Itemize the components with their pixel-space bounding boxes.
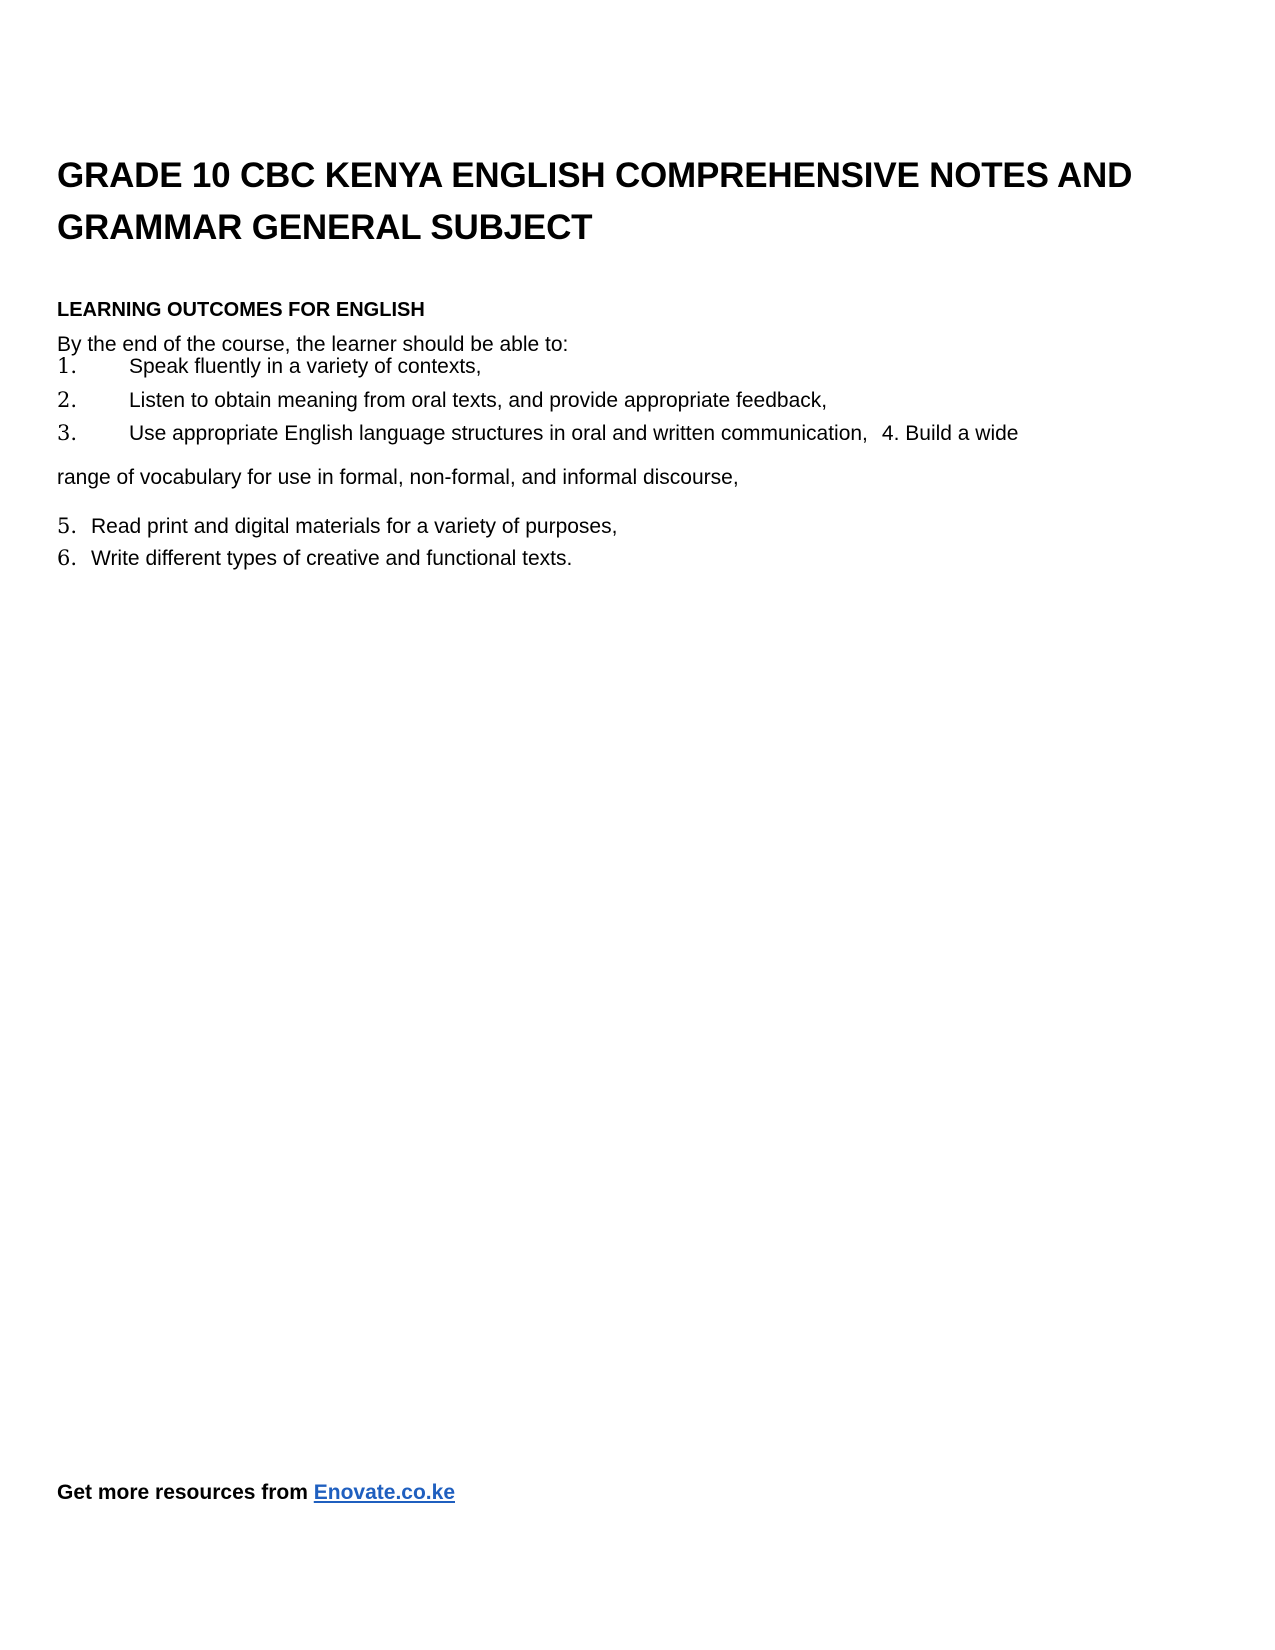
title-line-2: GRAMMAR GENERAL SUBJECT (57, 208, 593, 247)
outcome-text: Write different types of creative and functional texts. (91, 547, 573, 570)
outcome-item-6 (57, 546, 572, 571)
enovate-link[interactable]: Enovate.co.ke (313, 1481, 455, 1504)
outcome-text: Use appropriate English language structures in oral and written communication, (129, 422, 868, 445)
outcome-number: 3. (57, 421, 78, 445)
outcome-number: 5. (57, 514, 78, 538)
outcome-number: 6. (57, 546, 78, 570)
footer-text: Get more resources from (57, 1481, 314, 1504)
intro-text: By the end of the course, the learner should be able to: (57, 333, 569, 356)
outcome-number: 2. (57, 388, 78, 412)
outcome-text: Listen to obtain meaning from oral texts, and provide appropriate feedback, (129, 389, 828, 412)
outcome-4-continuation: range of vocabulary for use in formal, non-formal, and informal discourse, (57, 466, 739, 489)
section-heading: LEARNING OUTCOMES FOR ENGLISH (57, 299, 425, 321)
title-line-1: GRADE 10 CBC KENYA ENGLISH COMPREHENSIVE NOTES AND (57, 156, 1133, 195)
outcome-item-5 (57, 514, 617, 539)
outcome-text: Read print and digital materials for a variety of purposes, (91, 515, 618, 538)
footer (57, 1481, 455, 1505)
outcome-4-start: 4. Build a wide (881, 422, 1019, 445)
outcome-text: Speak fluently in a variety of contexts, (129, 355, 482, 378)
outcome-number: 1. (57, 354, 78, 378)
document-title (57, 150, 1217, 254)
outcome-item-1 (57, 354, 482, 379)
outcome-item-3 (57, 421, 1019, 446)
outcome-item-2 (57, 388, 827, 413)
